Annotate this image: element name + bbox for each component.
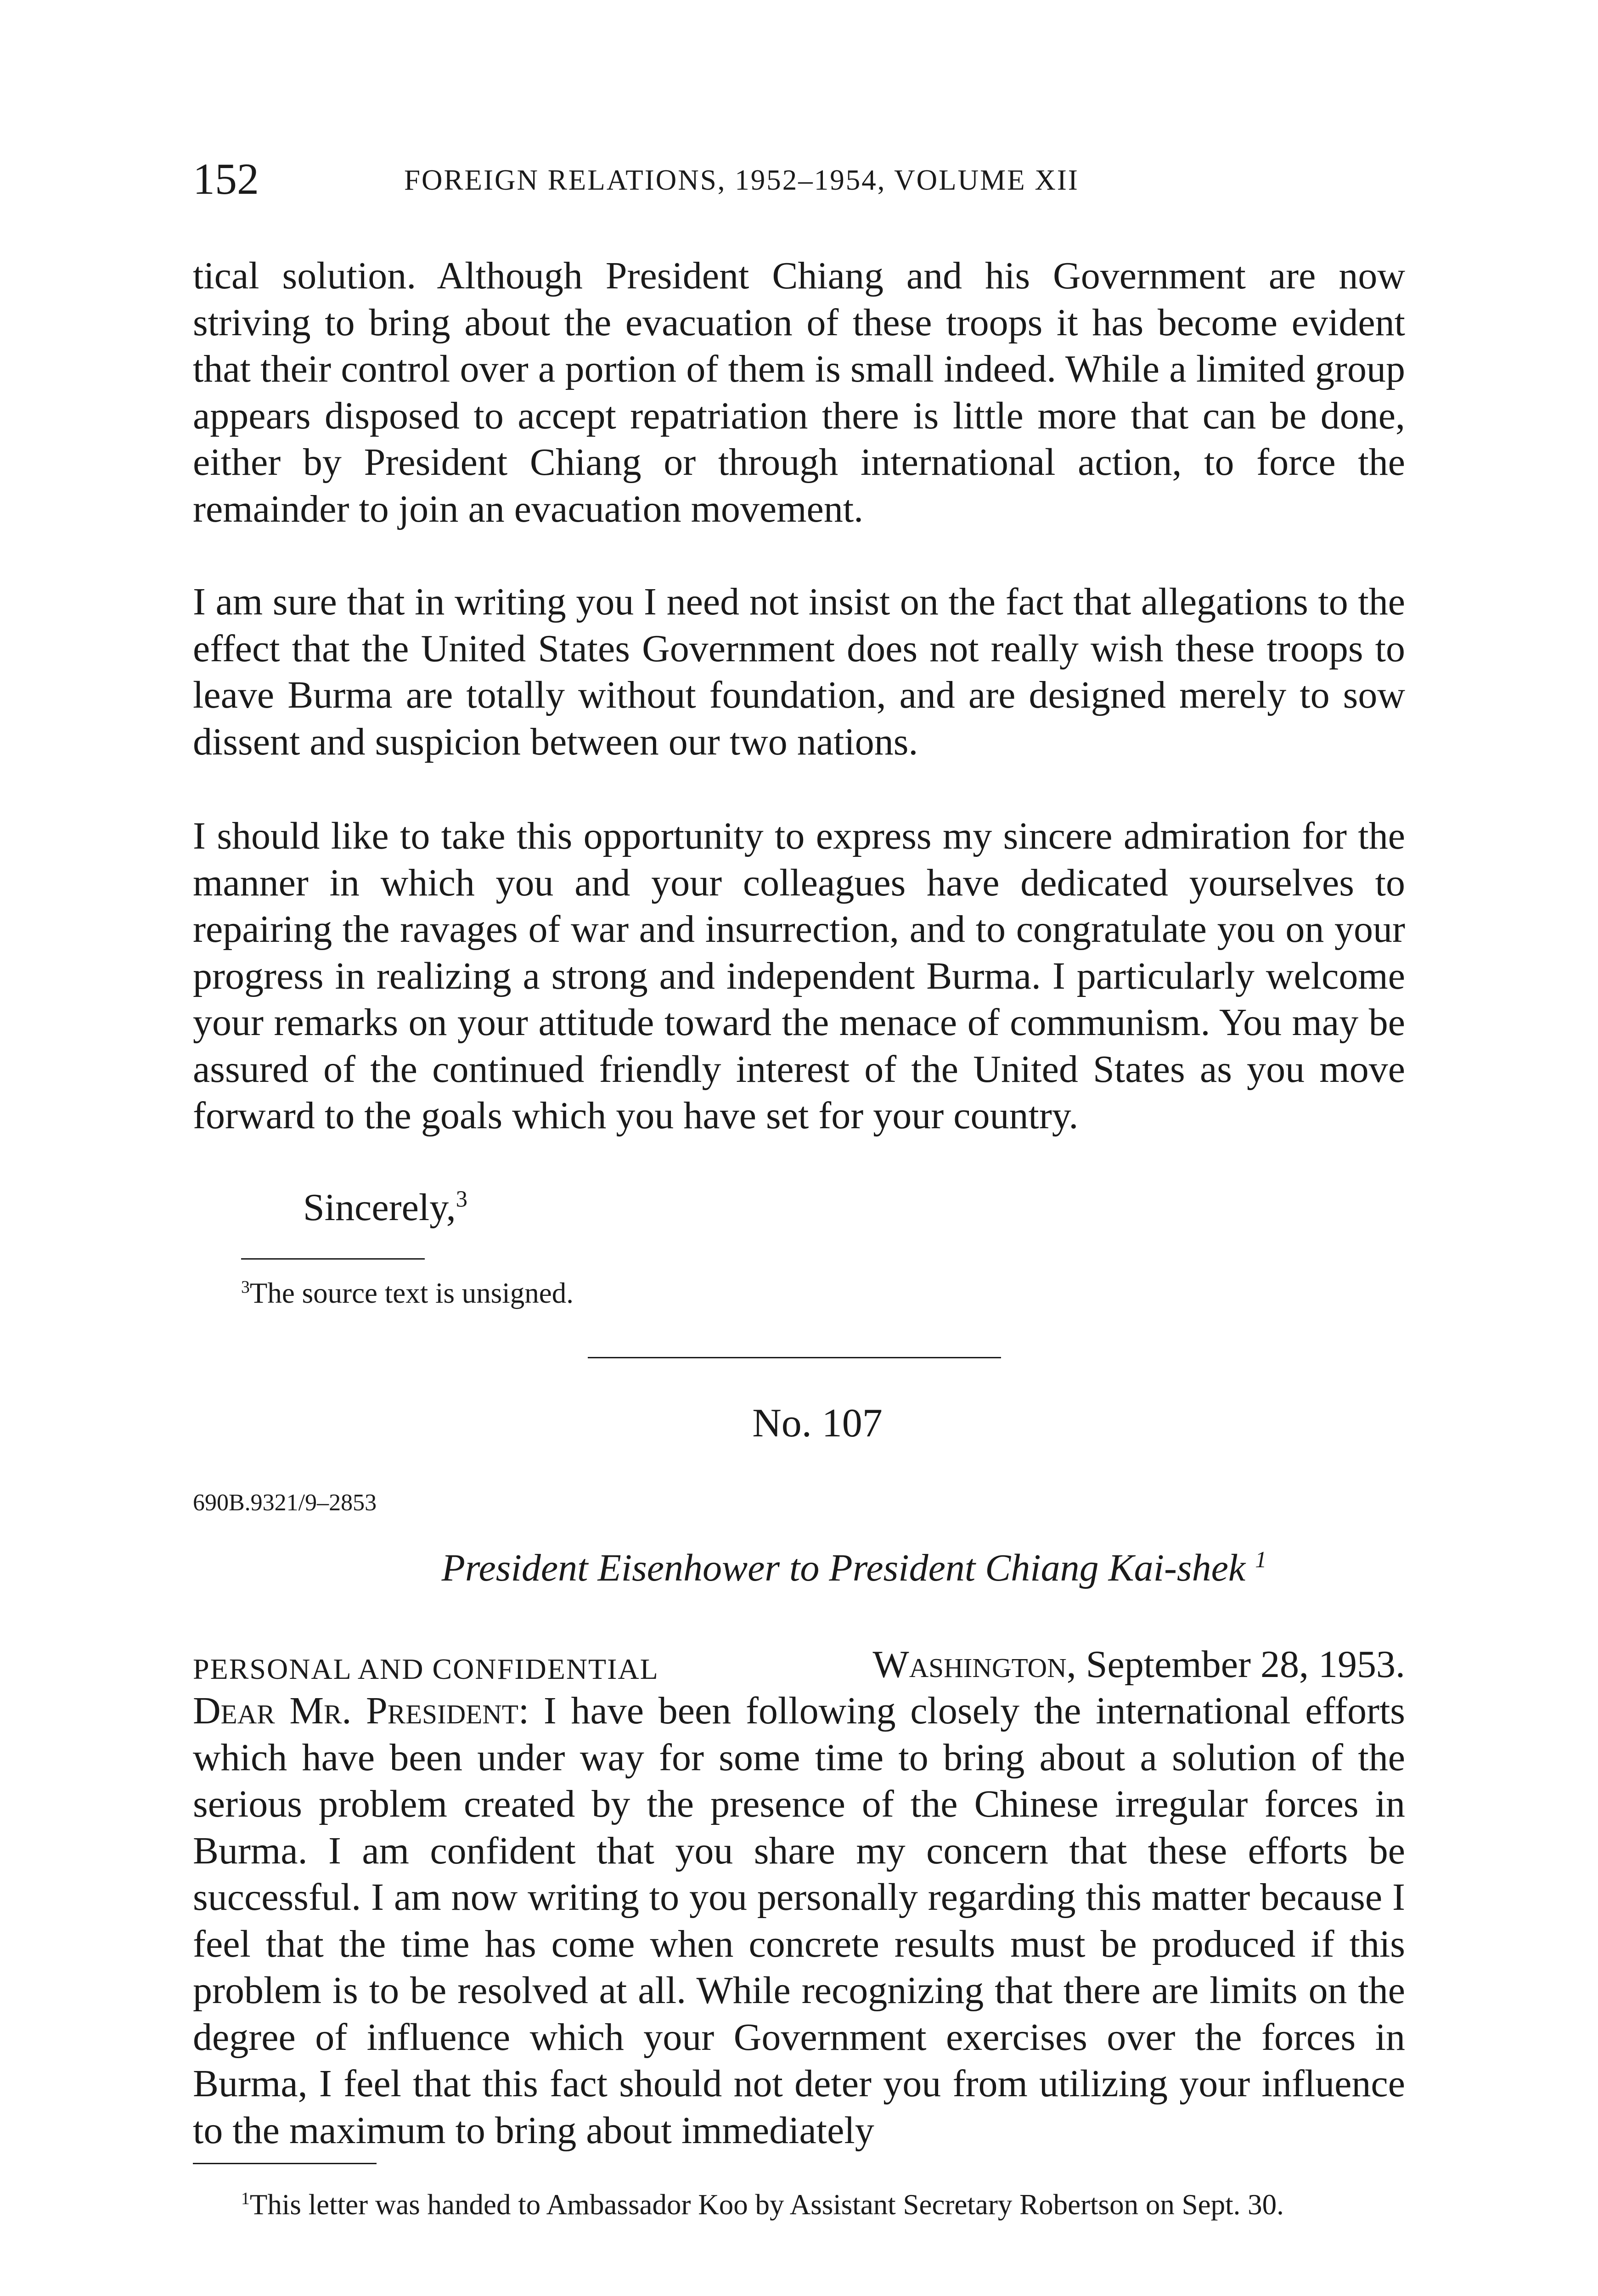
closing-text: Sincerely,: [303, 1186, 456, 1229]
document-title: [0, 1543, 1598, 1593]
place-date: [872, 1639, 1405, 1690]
footnote-rule: [241, 1258, 425, 1260]
title-footnote-mark: 1: [1255, 1547, 1267, 1572]
letter-paragraph-1: tical solution. Although President Chiang and his Government are now striving to bring about the evacuation of these troops it has become evident that their control over a portion of them is small indeed. While a limited group appears disposed to accept repatriation there is little more that can be done, either by President Chiang or through international action, to force the remainder to join an evacuation movement.: [193, 254, 1405, 530]
footnote-3: [193, 1274, 1405, 1312]
letter-closing: [303, 1185, 467, 1231]
footnote-1-mark: 1: [241, 2189, 250, 2208]
salutation: Dear Mr. President:: [193, 1689, 529, 1732]
footnote-1: [193, 2186, 1405, 2223]
page-number: 152: [193, 154, 259, 203]
footnote-rule-2: [193, 2163, 377, 2164]
letter-paragraph-3: I should like to take this opportunity to express my sincere admiration for the manner in which you and your colleagues have dedicated yourselves to repairing the ravages of war and insurrection, and to congratulate you on your progress in realizing a strong and independent Burma. I particularly welcome your remarks on your attitude toward the menace of communism. You may be assured of the continued friendly interest of the United States as you move forward to the goals which you have set for your country.: [193, 815, 1405, 1137]
file-reference: 690B.9321/9–2853: [193, 1490, 377, 1516]
document-number: [0, 1396, 1598, 1451]
classification: PERSONAL AND CONFIDENTIAL: [193, 1653, 659, 1685]
letter-body-text: I have been following closely the international efforts which have been under way for some time to bring about a solution of the serious problem created by the presence of the Chinese irregular forces in Burma. I am confident that you share my concern that these efforts be successful. I am now writing to you personally regarding this matter because I feel that the time has come when concrete results must be produced if this problem is to be resolved at all. While recognizing that there are limits on the degree of influence which your Government exercises over the forces in Burma, I feel that this fact should not deter you from utilizing your influence to the maximum to bring about immediately: [193, 1689, 1405, 2152]
letter-paragraph-2: I am sure that in writing you I need not insist on the fact that allegations to the effect that the United States Government does not really wish these troops to leave Burma are totally without foundation, and are designed merely to sow dissent and suspicion between our two nations.: [193, 580, 1405, 763]
page-header: [193, 152, 1396, 207]
footnote-mark-3: 3: [456, 1186, 467, 1212]
place: Washington: [872, 1643, 1067, 1686]
letter-body: [193, 1688, 1405, 2154]
document-number-text: No. 107: [752, 1401, 883, 1446]
running-head: FOREIGN RELATIONS, 1952–1954, VOLUME XII: [404, 164, 1079, 196]
document-title-text: President Eisenhower to President Chiang Kai-shek: [441, 1547, 1246, 1589]
footnote-1-text: This letter was handed to Ambassador Koo by Assistant Secretary Robertson on Sept. 30.: [249, 2189, 1284, 2221]
date: , September 28, 1953.: [1066, 1643, 1405, 1686]
footnote-3-mark: 3: [241, 1277, 250, 1297]
document-separator-rule: [588, 1357, 1001, 1358]
footnote-3-text: The source text is unsigned.: [249, 1277, 574, 1309]
